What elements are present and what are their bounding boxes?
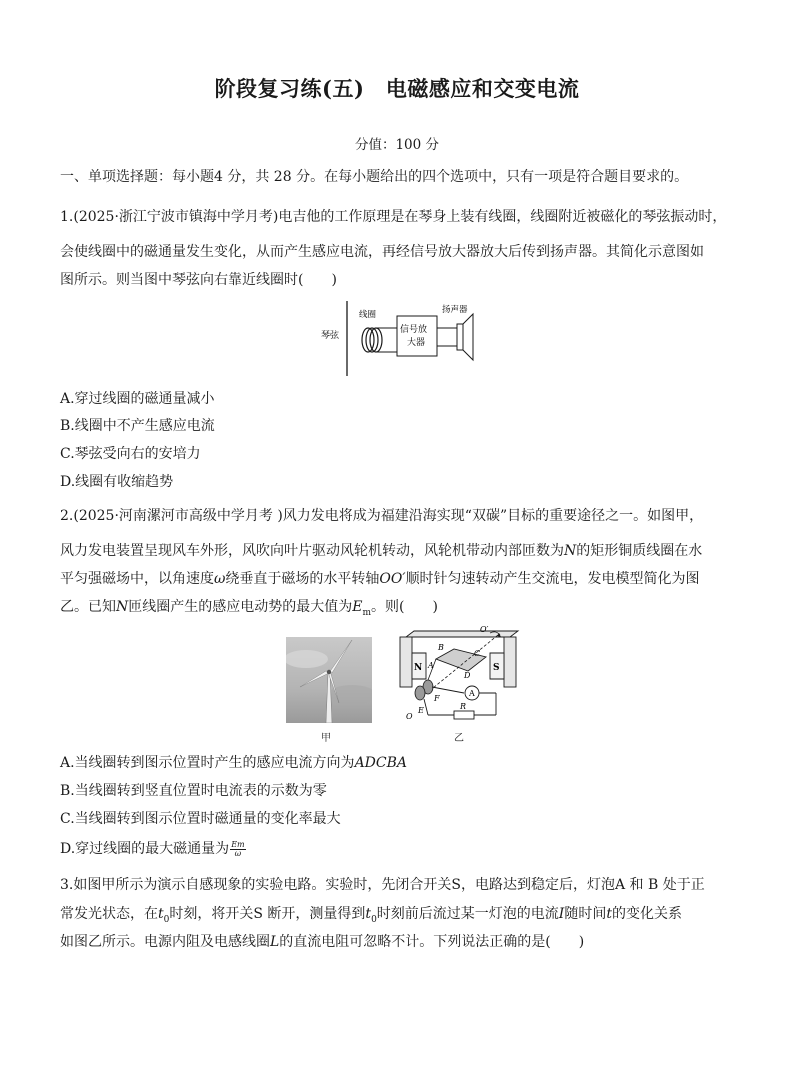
generator-diagram	[392, 623, 522, 733]
svg-text:A: A	[469, 689, 475, 698]
speaker-body	[457, 324, 463, 350]
q2-option-c[interactable]: C.当线圈转到图示位置时磁通量的变化率最大	[60, 811, 341, 827]
svg-text:C: C	[474, 649, 481, 658]
q3-line-3: 如图乙所示。电源内阻及电感线圈L的直流电阻可忽略不计。下列说法正确的是( )	[60, 934, 585, 950]
svg-text:S: S	[493, 663, 500, 673]
svg-text:N: N	[414, 663, 423, 673]
wind-turbine-photo	[286, 637, 372, 723]
symbol-emf: E	[352, 599, 363, 615]
svg-text:D: D	[464, 671, 471, 680]
coil-label: 线圈	[359, 310, 377, 320]
q2-option-b[interactable]: B.当线圈转到竖直位置时电流表的示数为零	[60, 783, 327, 799]
svg-text:E: E	[418, 706, 424, 715]
q1-option-a[interactable]: A.穿过线圈的磁通量减小	[60, 391, 215, 407]
guitar-pickup-diagram	[315, 298, 490, 380]
q2-option-a[interactable]: A.当线圈转到图示位置时产生的感应电流方向为ADCBA	[60, 755, 408, 771]
q1-option-b[interactable]: B.线圈中不产生感应电流	[60, 418, 215, 434]
string-label: 琴弦	[321, 331, 340, 341]
q1-line-1: 1.(2025·浙江宁波市镇海中学月考)电吉他的工作原理是在琴身上装有线圈，线圈附近被磁化的琴弦振动时，	[60, 209, 727, 225]
speaker-icon	[463, 314, 473, 360]
q2-line-2: 风力发电装置呈现风车外形，风吹向叶片驱动风轮机转动，风轮机带动内部匝数为N的矩形铜质线圈在水	[60, 543, 703, 559]
amplifier-label-1: 信号放	[400, 325, 428, 335]
figure-caption-yi: 乙	[454, 733, 464, 744]
q3-line-1: 3.如图甲所示为演示自感现象的实验电路。实验时，先闭合开关S，电路达到稳定后，灯泡A 和 B 处于正	[60, 877, 705, 893]
q2-line-3: 平匀强磁场中，以角速度ω绕垂直于磁场的水平转轴OO′顺时针匀速转动产生交流电，发电模型简化为图	[60, 571, 700, 587]
flux-fraction: $\frac{Em}{\omega}$	[231, 839, 245, 858]
q2-option-d[interactable]: D.穿过线圈的最大磁通量为 $\frac{Em}{\omega}$	[60, 839, 245, 858]
q1-line-2: 会使线圈中的磁通量发生变化，从而产生感应电流，再经信号放大器放大后传到扬声器。其简化示意图如	[60, 244, 704, 260]
section-heading: 一、单项选择题：每小题4 分，共 28 分。在每小题给出的四个选项中，只有一项是符合题目要求的。	[60, 169, 689, 185]
symbol-n: N	[564, 543, 577, 559]
coil	[362, 328, 382, 352]
svg-text:O: O	[406, 712, 413, 721]
figure-caption-jia: 甲	[321, 733, 331, 744]
q3-line-2: 常发光状态，在$t_0$时刻，将开关S 断开，测量得到$t_0$时刻前后流过某一灯泡的电流I随时间t的变化关系	[60, 906, 682, 925]
symbol-omega: ω	[214, 571, 226, 587]
resistor	[454, 711, 474, 719]
svg-text:A: A	[428, 661, 434, 670]
amplifier-label-2: 大器	[407, 338, 426, 348]
svg-text:F: F	[434, 694, 440, 703]
svg-text:O′: O′	[480, 625, 489, 634]
page-title: 阶段复习练(五) 电磁感应和交变电流	[214, 76, 580, 101]
svg-text:B: B	[438, 643, 444, 652]
q2-line-1: 2.(2025·河南漯河市高级中学月考 )风力发电将成为福建沿海实现“双碳”目标的重要途径之一。如图甲，	[60, 508, 704, 524]
q1-option-c[interactable]: C.琴弦受向右的安培力	[60, 446, 201, 462]
q1-line-3: 图所示。则当图中琴弦向右靠近线圈时( )	[60, 272, 337, 288]
amplifier-box	[397, 316, 437, 356]
q1-option-d[interactable]: D.线圈有收缩趋势	[60, 474, 174, 490]
svg-text:R: R	[460, 702, 467, 711]
q2-line-4: 乙。已知N匝线圈产生的感应电动势的最大值为$E_m$。则( )	[60, 599, 438, 618]
symbol-axis: OO′	[379, 571, 406, 587]
speaker-label: 扬声器	[442, 305, 468, 315]
score-info: 分值：100 分	[354, 137, 440, 153]
